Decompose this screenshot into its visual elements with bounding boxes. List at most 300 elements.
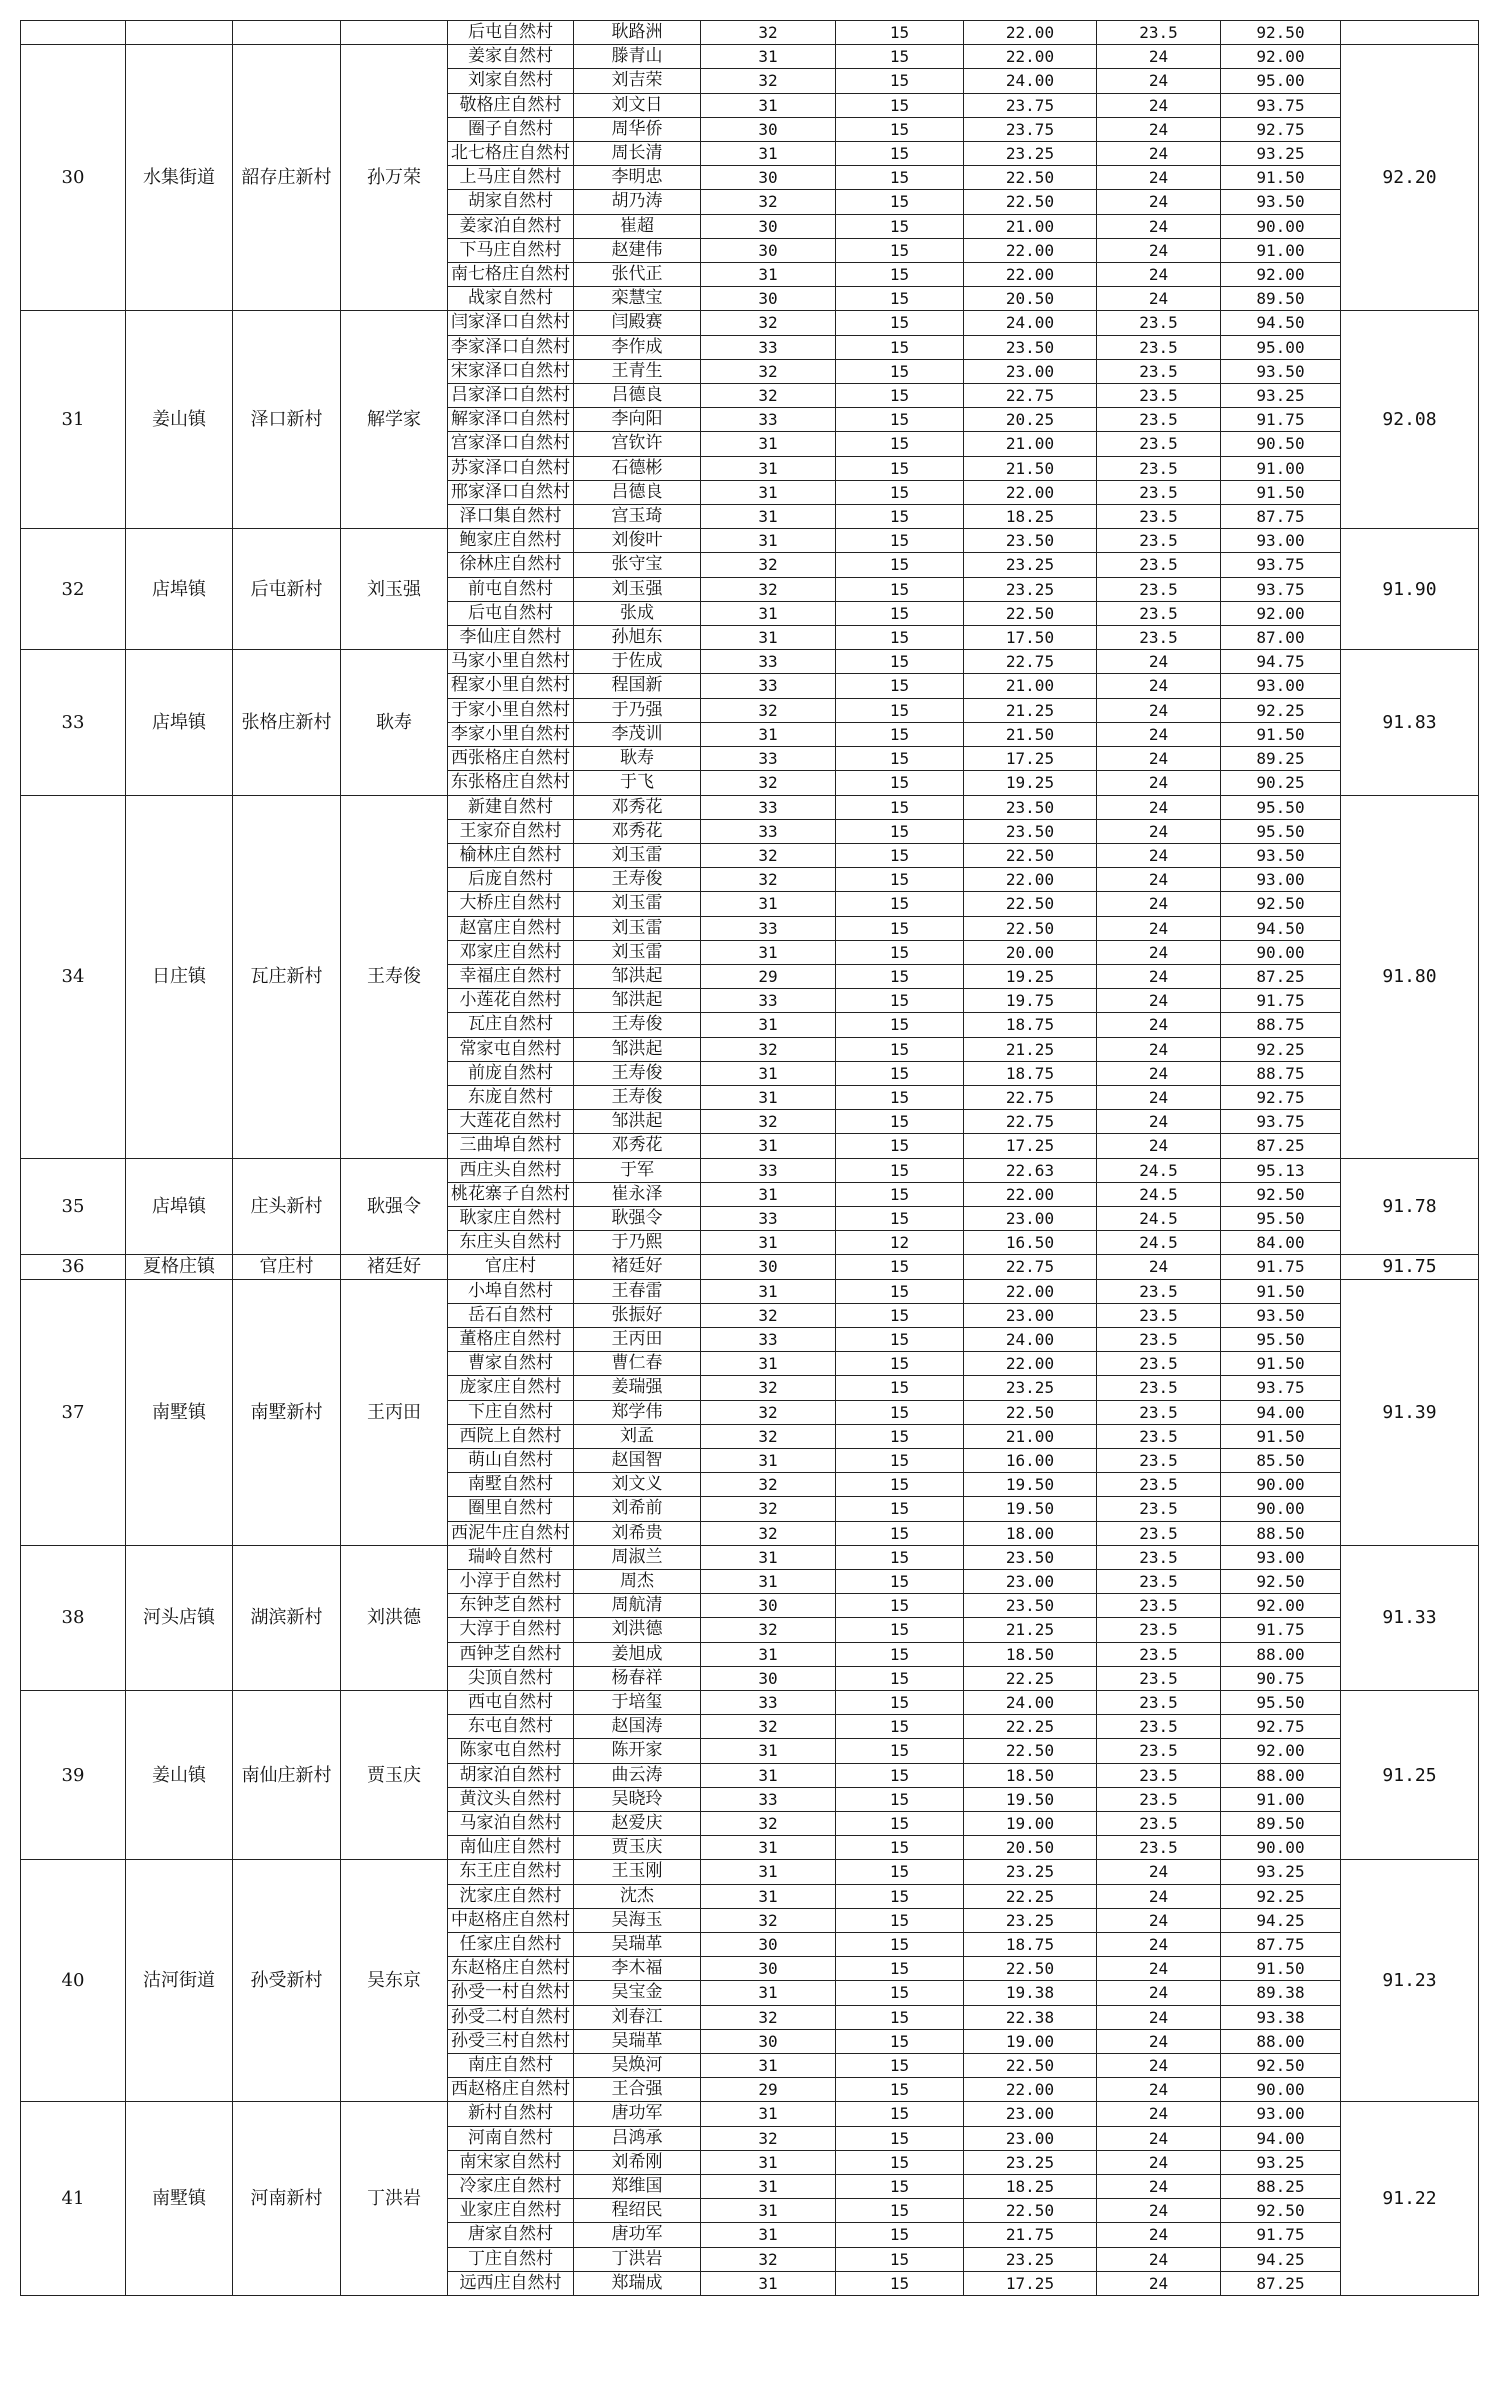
score-cell-c: 23.50 [964, 1545, 1097, 1569]
score-cell-a: 31 [701, 263, 836, 287]
responsible-person-cell: 刘玉雷 [574, 892, 701, 916]
score-cell-c: 22.00 [964, 480, 1097, 504]
responsible-person-cell: 耿强令 [574, 1206, 701, 1230]
group-number-cell: 31 [21, 311, 126, 529]
score-cell-c: 22.63 [964, 1158, 1097, 1182]
new-village-cell: 湖滨新村 [233, 1545, 341, 1690]
responsible-person-cell: 李明忠 [574, 166, 701, 190]
score-cell-c: 23.75 [964, 117, 1097, 141]
natural-village-cell: 赵富庄自然村 [448, 916, 574, 940]
village-total-cell: 92.50 [1221, 2054, 1341, 2078]
score-cell-b: 15 [836, 142, 964, 166]
responsible-person-cell: 耿路洲 [574, 21, 701, 45]
new-village-cell: 泽口新村 [233, 311, 341, 529]
village-total-cell: 92.50 [1221, 1570, 1341, 1594]
score-cell-b: 15 [836, 287, 964, 311]
group-average-score-cell: 91.80 [1341, 795, 1479, 1158]
score-cell-a: 31 [701, 1085, 836, 1109]
score-cell-c: 23.00 [964, 1303, 1097, 1327]
score-cell-b: 15 [836, 1715, 964, 1739]
score-table [20, 20, 1479, 2296]
score-cell-d: 23.5 [1097, 1642, 1221, 1666]
responsible-person-cell: 唐功军 [574, 2102, 701, 2126]
responsible-person-cell: 赵国智 [574, 1448, 701, 1472]
natural-village-cell: 庞家庄自然村 [448, 1376, 574, 1400]
score-cell-b: 15 [836, 2102, 964, 2126]
responsible-person-cell: 于飞 [574, 771, 701, 795]
responsible-person-cell: 刘玉强 [574, 577, 701, 601]
natural-village-cell: 南墅自然村 [448, 1473, 574, 1497]
score-cell-c: 22.25 [964, 1666, 1097, 1690]
natural-village-cell: 马家小里自然村 [448, 650, 574, 674]
group-average-score-cell: 91.25 [1341, 1691, 1479, 1860]
score-cell-c: 19.50 [964, 1473, 1097, 1497]
score-cell-c: 18.25 [964, 505, 1097, 529]
score-cell-d: 24 [1097, 1013, 1221, 1037]
score-cell-d: 24 [1097, 2029, 1221, 2053]
score-cell-d: 24 [1097, 1981, 1221, 2005]
score-cell-c: 19.25 [964, 964, 1097, 988]
score-cell-c: 18.75 [964, 1933, 1097, 1957]
score-cell-d: 24 [1097, 771, 1221, 795]
score-cell-d: 23.5 [1097, 1279, 1221, 1303]
village-leader-cell: 耿强令 [341, 1158, 448, 1255]
score-cell-b: 15 [836, 868, 964, 892]
natural-village-cell: 常家屯自然村 [448, 1037, 574, 1061]
new-village-cell: 官庄村 [233, 1255, 341, 1279]
village-total-cell: 91.50 [1221, 166, 1341, 190]
score-cell-c: 17.25 [964, 2271, 1097, 2295]
natural-village-cell: 李家泽口自然村 [448, 335, 574, 359]
village-total-cell: 92.75 [1221, 117, 1341, 141]
new-village-cell: 南仙庄新村 [233, 1691, 341, 1860]
responsible-person-cell: 吕德良 [574, 480, 701, 504]
score-cell-c: 22.75 [964, 1085, 1097, 1109]
score-cell-b: 15 [836, 2150, 964, 2174]
village-total-cell: 90.00 [1221, 940, 1341, 964]
score-cell-d: 23.5 [1097, 1400, 1221, 1424]
responsible-person-cell: 于军 [574, 1158, 701, 1182]
score-cell-c: 21.75 [964, 2223, 1097, 2247]
group-number-cell: 34 [21, 795, 126, 1158]
score-cell-a: 33 [701, 795, 836, 819]
score-cell-c: 19.75 [964, 989, 1097, 1013]
responsible-person-cell: 吕鸿承 [574, 2126, 701, 2150]
score-cell-c: 23.25 [964, 142, 1097, 166]
group-number-cell: 41 [21, 2102, 126, 2296]
score-cell-d: 24 [1097, 698, 1221, 722]
score-cell-a: 30 [701, 238, 836, 262]
responsible-person-cell: 郑维国 [574, 2175, 701, 2199]
score-cell-c: 20.50 [964, 1836, 1097, 1860]
responsible-person-cell: 杨春祥 [574, 1666, 701, 1690]
score-cell-c: 22.00 [964, 2078, 1097, 2102]
responsible-person-cell: 程绍民 [574, 2199, 701, 2223]
score-cell-c: 22.50 [964, 2054, 1097, 2078]
score-cell-c: 21.25 [964, 1037, 1097, 1061]
natural-village-cell: 苏家泽口自然村 [448, 456, 574, 480]
score-cell-a: 31 [701, 529, 836, 553]
natural-village-cell: 下马庄自然村 [448, 238, 574, 262]
town-cell: 店埠镇 [126, 650, 233, 795]
village-total-cell: 95.50 [1221, 795, 1341, 819]
village-leader-cell: 褚廷好 [341, 1255, 448, 1279]
natural-village-cell: 任家庄自然村 [448, 1933, 574, 1957]
village-total-cell: 93.00 [1221, 674, 1341, 698]
table-row [21, 21, 1479, 45]
group-number-cell: 33 [21, 650, 126, 795]
score-cell-b: 15 [836, 311, 964, 335]
score-cell-d: 24 [1097, 1255, 1221, 1279]
responsible-person-cell: 邹洪起 [574, 964, 701, 988]
score-cell-a: 30 [701, 1933, 836, 1957]
village-total-cell: 92.25 [1221, 698, 1341, 722]
score-cell-c: 23.25 [964, 577, 1097, 601]
score-cell-b: 15 [836, 214, 964, 238]
score-cell-c: 21.00 [964, 432, 1097, 456]
score-cell-d: 24 [1097, 117, 1221, 141]
score-cell-b: 15 [836, 1691, 964, 1715]
responsible-person-cell: 邓秀花 [574, 819, 701, 843]
score-cell-a: 31 [701, 1545, 836, 1569]
score-cell-a: 31 [701, 1182, 836, 1206]
responsible-person-cell: 曹仁春 [574, 1352, 701, 1376]
natural-village-cell: 耿家庄自然村 [448, 1206, 574, 1230]
score-cell-c: 20.00 [964, 940, 1097, 964]
score-cell-a: 31 [701, 2054, 836, 2078]
score-cell-b: 15 [836, 1013, 964, 1037]
score-cell-d: 24 [1097, 2175, 1221, 2199]
group-number-cell: 40 [21, 1860, 126, 2102]
responsible-person-cell: 崔超 [574, 214, 701, 238]
score-cell-d: 23.5 [1097, 626, 1221, 650]
new-village-cell: 孙受新村 [233, 1860, 341, 2102]
score-cell-d: 23.5 [1097, 408, 1221, 432]
natural-village-cell: 解家泽口自然村 [448, 408, 574, 432]
village-total-cell: 88.75 [1221, 1061, 1341, 1085]
natural-village-cell: 大莲花自然村 [448, 1110, 574, 1134]
score-cell-b: 15 [836, 1666, 964, 1690]
score-cell-a: 31 [701, 2271, 836, 2295]
score-cell-b: 15 [836, 1085, 964, 1109]
natural-village-cell: 于家小里自然村 [448, 698, 574, 722]
responsible-person-cell: 郑学伟 [574, 1400, 701, 1424]
score-cell-b: 15 [836, 1424, 964, 1448]
score-cell-a: 31 [701, 1134, 836, 1158]
natural-village-cell: 后庞自然村 [448, 868, 574, 892]
score-cell-d: 23.5 [1097, 1812, 1221, 1836]
score-cell-a: 30 [701, 287, 836, 311]
village-total-cell: 87.00 [1221, 626, 1341, 650]
natural-village-cell: 闫家泽口自然村 [448, 311, 574, 335]
score-cell-a: 32 [701, 311, 836, 335]
score-cell-c: 23.00 [964, 1570, 1097, 1594]
new-village-cell: 韶存庄新村 [233, 45, 341, 311]
score-cell-b: 15 [836, 1376, 964, 1400]
natural-village-cell: 丁庄自然村 [448, 2247, 574, 2271]
new-village-cell: 瓦庄新村 [233, 795, 341, 1158]
natural-village-cell: 孙受二村自然村 [448, 2005, 574, 2029]
score-cell-c: 18.25 [964, 2175, 1097, 2199]
responsible-person-cell: 崔永泽 [574, 1182, 701, 1206]
responsible-person-cell: 王寿俊 [574, 1013, 701, 1037]
score-cell-c: 22.50 [964, 892, 1097, 916]
responsible-person-cell: 褚廷好 [574, 1255, 701, 1279]
score-cell-c: 23.25 [964, 2247, 1097, 2271]
score-cell-d: 24 [1097, 1957, 1221, 1981]
responsible-person-cell: 张守宝 [574, 553, 701, 577]
score-cell-b: 15 [836, 384, 964, 408]
score-cell-b: 15 [836, 45, 964, 69]
score-cell-b: 15 [836, 1134, 964, 1158]
village-total-cell: 94.75 [1221, 650, 1341, 674]
score-cell-d: 24 [1097, 1860, 1221, 1884]
new-village-cell: 张格庄新村 [233, 650, 341, 795]
responsible-person-cell: 周华侨 [574, 117, 701, 141]
natural-village-cell: 岳石自然村 [448, 1303, 574, 1327]
score-cell-a: 33 [701, 1158, 836, 1182]
natural-village-cell: 河南自然村 [448, 2126, 574, 2150]
natural-village-cell: 宋家泽口自然村 [448, 359, 574, 383]
natural-village-cell: 姜家泊自然村 [448, 214, 574, 238]
village-total-cell: 91.75 [1221, 1255, 1341, 1279]
score-cell-a: 31 [701, 940, 836, 964]
score-cell-a: 30 [701, 117, 836, 141]
natural-village-cell: 冷家庄自然村 [448, 2175, 574, 2199]
score-cell-a: 31 [701, 1981, 836, 2005]
responsible-person-cell: 吴焕河 [574, 2054, 701, 2078]
table-row [21, 1279, 1479, 1303]
responsible-person-cell: 栾慧宝 [574, 287, 701, 311]
score-cell-b: 15 [836, 819, 964, 843]
natural-village-cell: 宫家泽口自然村 [448, 432, 574, 456]
score-cell-b: 15 [836, 1763, 964, 1787]
natural-village-cell: 胡家泊自然村 [448, 1763, 574, 1787]
score-cell-c: 23.00 [964, 359, 1097, 383]
natural-village-cell: 东赵格庄自然村 [448, 1957, 574, 1981]
table-row [21, 311, 1479, 335]
responsible-person-cell: 吕德良 [574, 384, 701, 408]
natural-village-cell: 西赵格庄自然村 [448, 2078, 574, 2102]
natural-village-cell: 姜家自然村 [448, 45, 574, 69]
village-total-cell: 89.50 [1221, 1812, 1341, 1836]
responsible-person-cell: 姜瑞强 [574, 1376, 701, 1400]
score-cell-d: 23.5 [1097, 1715, 1221, 1739]
score-cell-a: 32 [701, 1400, 836, 1424]
score-cell-d: 24 [1097, 1884, 1221, 1908]
score-cell-d: 24 [1097, 989, 1221, 1013]
score-cell-a: 32 [701, 1110, 836, 1134]
village-leader-cell: 解学家 [341, 311, 448, 529]
group-number-cell: 37 [21, 1279, 126, 1545]
score-cell-c: 22.75 [964, 1110, 1097, 1134]
score-cell-d: 24 [1097, 650, 1221, 674]
score-cell-a: 32 [701, 868, 836, 892]
score-cell-b: 15 [836, 2247, 964, 2271]
score-cell-b: 15 [836, 1545, 964, 1569]
village-leader-cell [341, 21, 448, 45]
natural-village-cell: 小淳于自然村 [448, 1570, 574, 1594]
score-cell-c: 24.00 [964, 311, 1097, 335]
score-cell-a: 29 [701, 2078, 836, 2102]
responsible-person-cell: 丁洪岩 [574, 2247, 701, 2271]
score-cell-d: 23.5 [1097, 1473, 1221, 1497]
score-cell-a: 32 [701, 1908, 836, 1932]
village-total-cell: 93.25 [1221, 142, 1341, 166]
natural-village-cell: 东庞自然村 [448, 1085, 574, 1109]
score-cell-b: 15 [836, 1255, 964, 1279]
score-cell-d: 24 [1097, 69, 1221, 93]
village-total-cell: 91.75 [1221, 1618, 1341, 1642]
natural-village-cell: 新村自然村 [448, 2102, 574, 2126]
score-cell-c: 22.50 [964, 1957, 1097, 1981]
responsible-person-cell: 胡乃涛 [574, 190, 701, 214]
score-cell-a: 33 [701, 650, 836, 674]
score-cell-b: 15 [836, 1908, 964, 1932]
score-cell-c: 22.75 [964, 1255, 1097, 1279]
responsible-person-cell: 王合强 [574, 2078, 701, 2102]
score-cell-b: 15 [836, 1860, 964, 1884]
natural-village-cell: 上马庄自然村 [448, 166, 574, 190]
score-cell-b: 15 [836, 1182, 964, 1206]
table-row [21, 45, 1479, 69]
score-cell-d: 23.5 [1097, 1448, 1221, 1472]
village-total-cell: 92.00 [1221, 601, 1341, 625]
score-cell-a: 33 [701, 408, 836, 432]
score-cell-b: 15 [836, 650, 964, 674]
score-cell-d: 24.5 [1097, 1231, 1221, 1255]
village-total-cell: 91.00 [1221, 456, 1341, 480]
village-total-cell: 90.00 [1221, 2078, 1341, 2102]
score-cell-d: 23.5 [1097, 1327, 1221, 1351]
score-cell-d: 24 [1097, 238, 1221, 262]
natural-village-cell: 李家小里自然村 [448, 722, 574, 746]
score-cell-a: 31 [701, 2150, 836, 2174]
village-total-cell: 87.25 [1221, 2271, 1341, 2295]
natural-village-cell: 大淳于自然村 [448, 1618, 574, 1642]
village-total-cell: 93.75 [1221, 577, 1341, 601]
score-cell-b: 15 [836, 93, 964, 117]
new-village-cell: 南墅新村 [233, 1279, 341, 1545]
score-cell-c: 18.00 [964, 1521, 1097, 1545]
score-cell-b: 15 [836, 1981, 964, 2005]
natural-village-cell: 鲍家庄自然村 [448, 529, 574, 553]
score-cell-a: 31 [701, 1231, 836, 1255]
score-cell-b: 15 [836, 1279, 964, 1303]
village-total-cell: 84.00 [1221, 1231, 1341, 1255]
score-cell-a: 32 [701, 384, 836, 408]
score-cell-b: 15 [836, 2029, 964, 2053]
responsible-person-cell: 唐功军 [574, 2223, 701, 2247]
natural-village-cell: 圈里自然村 [448, 1497, 574, 1521]
score-cell-b: 15 [836, 1303, 964, 1327]
score-cell-b: 15 [836, 1110, 964, 1134]
score-cell-c: 24.00 [964, 1327, 1097, 1351]
town-cell: 南墅镇 [126, 2102, 233, 2296]
score-cell-d: 24 [1097, 2223, 1221, 2247]
village-total-cell: 93.00 [1221, 1545, 1341, 1569]
town-cell: 夏格庄镇 [126, 1255, 233, 1279]
responsible-person-cell: 孙旭东 [574, 626, 701, 650]
score-cell-a: 31 [701, 1352, 836, 1376]
score-cell-c: 22.50 [964, 843, 1097, 867]
responsible-person-cell: 赵爱庆 [574, 1812, 701, 1836]
score-cell-a: 32 [701, 2126, 836, 2150]
responsible-person-cell: 于培玺 [574, 1691, 701, 1715]
group-number-cell [21, 21, 126, 45]
score-cell-b: 15 [836, 1836, 964, 1860]
score-cell-a: 30 [701, 1594, 836, 1618]
responsible-person-cell: 张成 [574, 601, 701, 625]
village-total-cell: 92.25 [1221, 1037, 1341, 1061]
score-cell-b: 15 [836, 1570, 964, 1594]
score-cell-d: 24 [1097, 940, 1221, 964]
score-cell-d: 24 [1097, 892, 1221, 916]
score-cell-a: 31 [701, 1013, 836, 1037]
natural-village-cell: 西泥牛庄自然村 [448, 1521, 574, 1545]
table-row [21, 1691, 1479, 1715]
score-cell-d: 23.5 [1097, 1666, 1221, 1690]
village-leader-cell: 王丙田 [341, 1279, 448, 1545]
village-total-cell: 91.50 [1221, 1352, 1341, 1376]
responsible-person-cell: 李茂训 [574, 722, 701, 746]
natural-village-cell: 后屯自然村 [448, 21, 574, 45]
score-cell-c: 17.25 [964, 747, 1097, 771]
table-row [21, 650, 1479, 674]
group-number-cell: 32 [21, 529, 126, 650]
responsible-person-cell: 王青生 [574, 359, 701, 383]
score-cell-a: 31 [701, 1836, 836, 1860]
score-cell-b: 15 [836, 2199, 964, 2223]
score-cell-c: 22.00 [964, 45, 1097, 69]
natural-village-cell: 刘家自然村 [448, 69, 574, 93]
responsible-person-cell: 张代正 [574, 263, 701, 287]
score-cell-a: 32 [701, 2247, 836, 2271]
village-total-cell: 95.50 [1221, 1327, 1341, 1351]
village-total-cell: 88.00 [1221, 1763, 1341, 1787]
village-total-cell: 90.75 [1221, 1666, 1341, 1690]
responsible-person-cell: 于佐成 [574, 650, 701, 674]
score-cell-c: 23.00 [964, 2102, 1097, 2126]
score-cell-a: 31 [701, 1884, 836, 1908]
responsible-person-cell: 刘希前 [574, 1497, 701, 1521]
responsible-person-cell: 滕青山 [574, 45, 701, 69]
score-cell-c: 24.00 [964, 69, 1097, 93]
score-cell-b: 15 [836, 1618, 964, 1642]
natural-village-cell: 马家泊自然村 [448, 1812, 574, 1836]
score-cell-b: 15 [836, 1061, 964, 1085]
score-cell-d: 24 [1097, 916, 1221, 940]
score-cell-b: 15 [836, 1327, 964, 1351]
score-cell-a: 31 [701, 1739, 836, 1763]
score-cell-a: 32 [701, 190, 836, 214]
responsible-person-cell: 李作成 [574, 335, 701, 359]
score-cell-d: 23.5 [1097, 335, 1221, 359]
natural-village-cell: 吕家泽口自然村 [448, 384, 574, 408]
table-row [21, 1158, 1479, 1182]
natural-village-cell: 邢家泽口自然村 [448, 480, 574, 504]
responsible-person-cell: 吴晓玲 [574, 1787, 701, 1811]
score-cell-a: 32 [701, 771, 836, 795]
score-cell-d: 23.5 [1097, 1521, 1221, 1545]
score-cell-d: 24 [1097, 1134, 1221, 1158]
score-cell-d: 24 [1097, 1085, 1221, 1109]
score-cell-c: 19.00 [964, 1812, 1097, 1836]
score-cell-b: 15 [836, 674, 964, 698]
village-total-cell: 93.00 [1221, 2102, 1341, 2126]
score-cell-c: 23.25 [964, 1908, 1097, 1932]
score-cell-b: 15 [836, 456, 964, 480]
